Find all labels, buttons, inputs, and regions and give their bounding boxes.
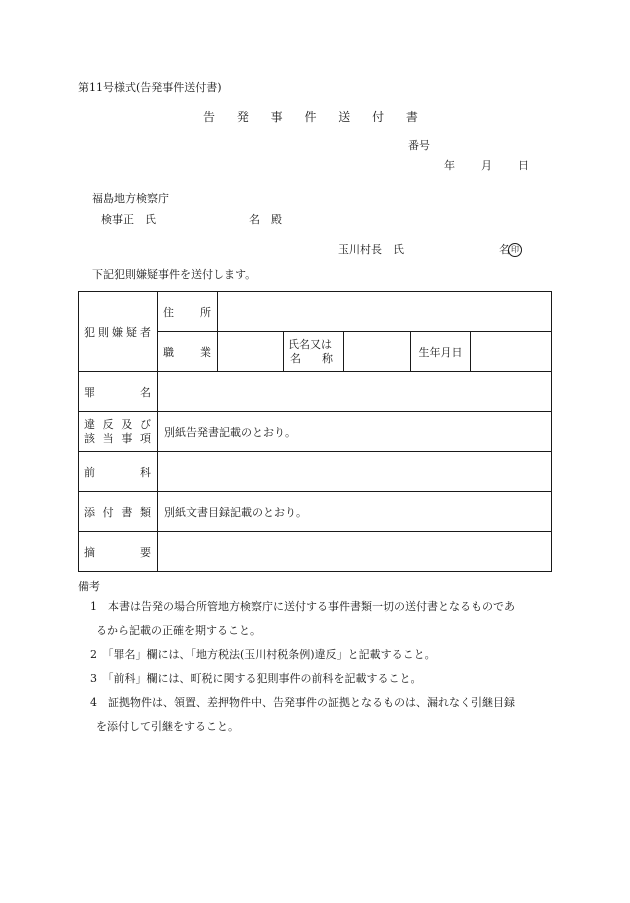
form-label: 第11号様式(告発事件送付書)	[78, 81, 222, 94]
occupation-label: 職 業	[158, 332, 218, 372]
addressee: 福島地方検察庁	[92, 192, 169, 205]
attachments-label: 添 付 書 類	[79, 492, 158, 532]
day-label: 日	[518, 159, 529, 172]
dob-label: 生年月日	[411, 332, 471, 372]
note-1-continued: るから記載の正確を期すること。	[96, 624, 261, 637]
name-value	[344, 332, 411, 372]
seal-mark: 印	[508, 243, 522, 257]
dob-value	[471, 332, 552, 372]
prosecutor-prefix: 検事正 氏	[101, 213, 156, 226]
summary-value	[158, 532, 552, 572]
prosecutor-suffix: 名 殿	[249, 213, 282, 226]
crime-label: 罪 名	[79, 372, 158, 412]
crime-value	[158, 372, 552, 412]
note-4-continued: を添付して引継をすること。	[96, 720, 239, 733]
sender-prefix: 玉川村長 氏	[338, 243, 404, 256]
date-line	[444, 160, 529, 171]
summary-row	[79, 532, 552, 572]
address-label: 住 所	[158, 292, 218, 332]
record-value	[158, 452, 552, 492]
notes-title: 備考	[78, 580, 100, 593]
name-label: 氏名又は 名 称	[284, 332, 344, 372]
attachments-value: 別紙文書目録記載のとおり。	[158, 492, 552, 532]
address-row	[79, 292, 552, 332]
summary-label: 摘 要	[79, 532, 158, 572]
note-1: 1 本書は告発の場合所管地方検察庁に送付する事件書類一切の送付書となるものであ	[90, 600, 515, 613]
sender-suffix: 名	[499, 243, 510, 256]
note-3: 3 「前科」欄には、町税に関する犯則事件の前科を記載すること。	[90, 672, 422, 685]
violation-value: 別紙告発書記載のとおり。	[158, 412, 552, 452]
violation-row	[79, 412, 552, 452]
year-label: 年	[444, 159, 455, 172]
record-row	[79, 452, 552, 492]
suspect-label: 犯則嫌疑者	[79, 292, 158, 372]
occupation-value	[218, 332, 284, 372]
prosecutor-line	[101, 214, 282, 225]
attachments-row	[79, 492, 552, 532]
number-label: 番号	[408, 139, 430, 152]
transmittal-table	[78, 291, 552, 572]
violation-label: 違 反 及 び 該 当 事 項	[79, 412, 158, 452]
document-title: 告 発 事 件 送 付 書	[203, 110, 427, 124]
month-label: 月	[481, 159, 492, 172]
crime-row	[79, 372, 552, 412]
note-4: 4 証拠物件は、領置、差押物件中、告発事件の証拠となるものは、漏れなく引継目録	[90, 696, 515, 709]
sender-line	[338, 243, 522, 257]
record-label: 前 科	[79, 452, 158, 492]
address-value	[218, 292, 552, 332]
note-2: 2 「罪名」欄には、「地方税法(玉川村税条例)違反」と記載すること。	[90, 648, 436, 661]
intro-text: 下記犯則嫌疑事件を送付します。	[92, 268, 257, 281]
